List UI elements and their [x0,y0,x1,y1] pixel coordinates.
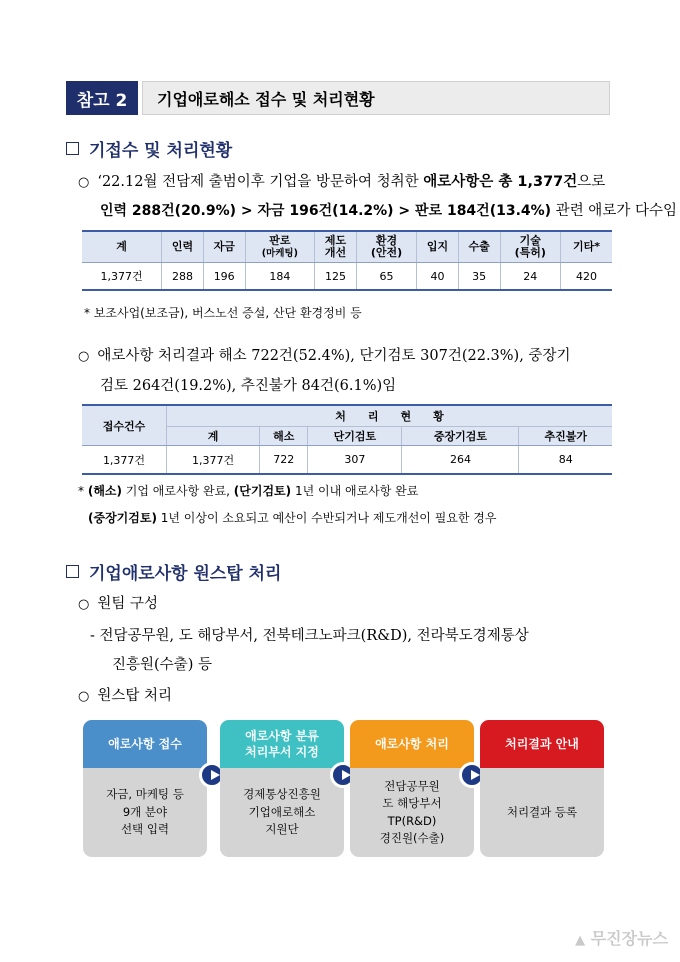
para2-text-a: 애로사항 처리결과 해소 722건(52.4%), 단기검토 307건(22.3%), 중장기 [97,348,571,364]
table1-header-cell: 기술 (특허) [500,231,560,263]
table1-header-cell: 자금 [203,231,245,263]
circle-bullet-icon: ○ [78,349,90,364]
table1-header-cell: 계 [82,231,162,263]
table1-header-cell: 입지 [417,231,459,263]
table2-subheader-cell: 단기검토 [308,427,402,446]
table2-cell: 264 [402,446,519,475]
flow-step-title: 애로사항 분류 처리부서 지정 [220,720,344,768]
processing-status-table [82,404,612,475]
table1-header-cell: 인력 [162,231,204,263]
table2-group-header: 처 리 현 황 [167,405,613,427]
para2-line1 [78,344,570,365]
table2-cell: 722 [260,446,308,475]
table1-header-cell: 수출 [458,231,500,263]
table1-cell: 40 [417,263,459,291]
flow-step-result [480,720,604,857]
table2-value-row [82,446,612,475]
flow-step-title: 애로사항 접수 [83,720,207,768]
square-bullet-icon [66,565,79,578]
circle-bullet-icon: ○ [78,175,90,190]
table2-cell: 307 [308,446,402,475]
dash-line1: - 전담공무원, 도 해당부서, 전북테크노파크(R&D), 전라북도경제통상 [90,628,529,644]
section2-item2 [78,684,172,705]
item2-text: 원스탑 처리 [97,688,172,704]
note1: * 보조사업(보조금), 버스노선 증설, 산단 환경정비 등 [84,306,362,320]
para2-line2: 검토 264건(19.2%), 추진불가 84건(6.1%)임 [100,378,397,394]
flow-step-receive [83,720,207,857]
flow-step-body: 경제통상진흥원 기업애로해소 지원단 [243,786,321,837]
flow-step-body: 자금, 마케팅 등 9개 분야 선택 입력 [106,786,184,837]
para1-text-c: 으로 [577,174,606,190]
table1-cell: 125 [315,263,357,291]
watermark: ▲ 무진장뉴스 [575,929,668,948]
table2-subheader-cell: 추진불가 [519,427,612,446]
section1-heading [66,136,232,161]
table2-cell: 1,377건 [82,446,167,475]
para1-text-b: 애로사항은 총 1,377건 [423,174,578,190]
section1-title: 기접수 및 처리현황 [89,141,233,161]
table2-group-row [82,405,612,427]
flow-step-classify [220,720,344,857]
mountain-logo-icon: ▲ [575,933,586,948]
para1-text-a: ‘22.12월 전담제 출범이후 기업을 방문하여 청취한 [97,174,424,190]
table1-header-cell: 제도 개선 [315,231,357,263]
note3: (중장기검토) 1년 이상이 소요되고 예산이 수반되거나 제도개선이 필요한 경우 [88,511,497,525]
table2-received-header: 접수건수 [82,405,167,446]
table1-header-cell: 환경 (안전) [356,231,416,263]
flow-step-title: 애로사항 처리 [350,720,474,768]
table2-subheader-cell: 중장기검토 [402,427,519,446]
circle-bullet-icon: ○ [78,597,90,612]
table1-cell: 24 [500,263,560,291]
flow-step-body: 처리결과 등록 [506,804,578,819]
section2-heading [66,559,281,584]
para1-text-e: 관련 애로가 다수임 [551,203,677,219]
table1-value-row [82,263,612,291]
para1-line2 [100,199,677,220]
table2-subheader-cell: 계 [167,427,260,446]
para1-text-d: 인력 288건(20.9%) > 자금 196건(14.2%) > 판로 184건(13.4%) [100,203,552,219]
circle-bullet-icon: ○ [78,689,90,704]
page-title: 기업애로해소 접수 및 처리현황 [142,81,610,115]
table1-cell: 184 [245,263,315,291]
table1-cell: 420 [560,263,612,291]
table1-cell: 196 [203,263,245,291]
table1-cell: 65 [356,263,416,291]
flow-step-title: 처리결과 안내 [480,720,604,768]
complaint-category-table [82,230,612,291]
note2: * (해소) 기업 애로사항 완료, (단기검토) 1년 이내 애로사항 완료 [78,484,419,498]
table1-cell: 288 [162,263,204,291]
item1-text: 원팀 구성 [97,596,158,612]
dash-line2: 진흥원(수출) 등 [112,657,212,673]
flow-step-process [350,720,474,857]
table2-cell: 84 [519,446,612,475]
table1-header-cell: 판로 (마케팅) [245,231,315,263]
table2-cell: 1,377건 [167,446,260,475]
table1-header-cell: 기타* [560,231,612,263]
table2-subheader-cell: 해소 [260,427,308,446]
table1-cell: 35 [458,263,500,291]
section2-title: 기업애로사항 원스탑 처리 [89,564,282,584]
reference-badge: 참고 2 [66,81,138,115]
square-bullet-icon [66,142,79,155]
para1-line1 [78,170,605,191]
table1-header-row [82,231,612,263]
flow-step-body: 전담공무원 도 해당부서 TP(R&D) 경진원(수출) [379,779,445,845]
section2-item1 [78,592,158,613]
table1-cell: 1,377건 [82,263,162,291]
